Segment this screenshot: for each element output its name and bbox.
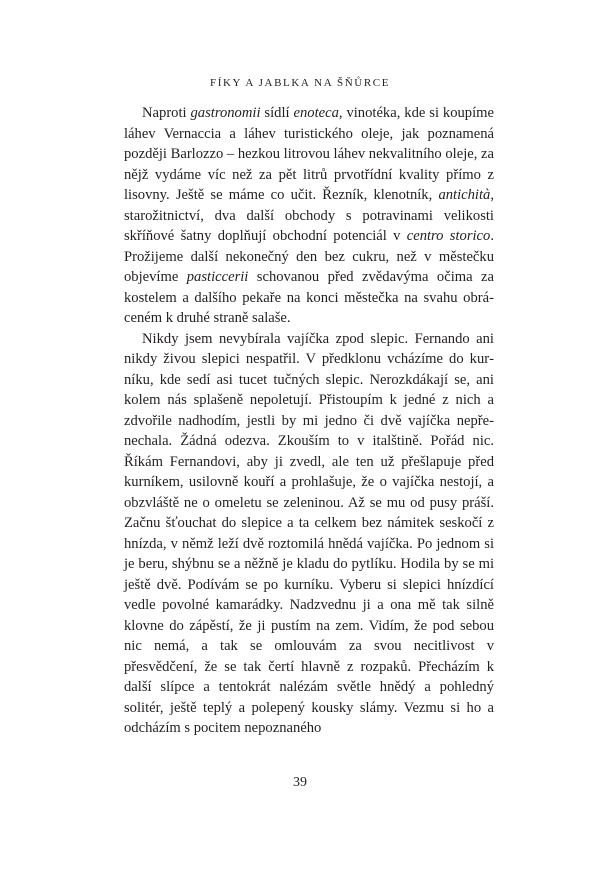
italic-term: centro storico: [406, 228, 491, 244]
paragraph: [124, 329, 494, 739]
text-run: , vinotéka, kde si koupíme láhev Vernaccia a láhev turistického oleje, jak poznamená později Barlozzo – hezkou litrovou láhev nekvalitního oleje, za nějž vydáme víc než za pět litrů prvotřídní kvality přímo z lisovny. Ještě se máme co učit. Řezník, klenotník,: [124, 105, 494, 203]
text-run: , starožitnictví, dva další obchody s potravinami velikosti skříňové šatny doplňují obchodní potenciál v: [124, 187, 494, 244]
text-run: sídlí: [260, 105, 294, 121]
running-head: FÍKY A JABLKA NA ŠŇŮRCE: [209, 77, 391, 89]
page-number: 39: [293, 775, 307, 790]
italic-term: gastronomii: [190, 105, 261, 121]
text-run: Nikdy jsem nevybírala vajíčka zpod slepic. Fernando ani nikdy živou slepici nespatřil. V předklonu vcházíme do kurníku, kde sedí asi tucet tučných slepic. Nerozkdákají se, ani kolem nás splašeně nepoletují. Přistoupím k jedné z nich a zdvořile nadhodím, jestli by mi jedno či dvě vajíčka nepřenechala. Žádná odezva. Zkouším to v italštině. Pořád nic. Říkám Fernandovi, aby ji zvedl, ale ten už přešlapuje před kurníkem, usilovně kouří a prohlašuje, že o vajíčka nestojí, a obzvláště ne o omeletu se zeleninou. Až se mu od pusy práší. Začnu šťouchat do slepice a ta celkem bez námitek seskočí z hnízda, v němž leží dvě roztomilá hnědá vajíčka. Po jednom si je beru, shýbnu se a něžně je kladu do pytlíku. Hodila by se mi ještě dvě. Podívám se po kurníku. Vyberu si slepici hnízdící vedle povolné kamarádky. Nadzvednu ji a ona mě tak silně klovne do zápěstí, že ji pustím na zem. Vidím, že pod sebou nic nemá, a tak se omlouvám za svou necitlivost v přesvědčení, že se tak čertí hlavně z rozpaků. Přecházím k další slípce a tentokrát nalézám světle hnědý a pohledný solitér, ještě teplý a polepený kousky slámy. Vezmu si ho a odcházím s pocitem nepoznaného: [124, 330, 494, 736]
italic-term: enoteca: [293, 105, 339, 121]
text-run: Naproti: [142, 105, 191, 121]
text-run: schovanou před zvědavýma očima za kostelem a dalšího pekaře na konci městečka na svahu obráceném k druhé straně salaše.: [124, 269, 494, 326]
text-run: . Prožijeme další nekonečný den bez cukru, než v městečku objevíme: [124, 228, 494, 285]
italic-term: antichità: [438, 187, 491, 203]
paragraph: [124, 103, 494, 329]
italic-term: pasticcerii: [186, 269, 249, 285]
body-text: [124, 103, 494, 739]
